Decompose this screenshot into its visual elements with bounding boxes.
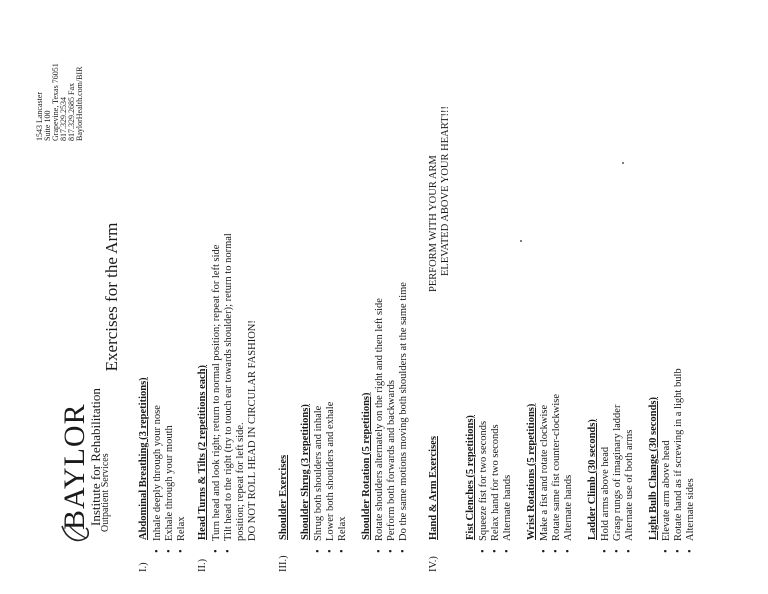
address-line: 1543 Lancaster: [35, 91, 44, 141]
exercise-step: • Alternate hands: [563, 475, 575, 541]
exercise-step: • Alternate hands: [502, 475, 514, 541]
exercise-step: • Do the same motions moving both shoulders at the same time: [398, 282, 410, 541]
section-heading: Abdominal Breathing (3 repetitions): [138, 377, 149, 540]
subsection-title: Shoulder Shrug (3 repetitions): [300, 404, 311, 540]
section-heading: Shoulder Exercises: [278, 454, 289, 540]
logo-wordmark: BAYLOR: [58, 403, 91, 530]
address-line: BaylorHealth.com/BIR: [75, 66, 84, 141]
subsection-title: Ladder Climb (30 seconds): [587, 419, 598, 540]
section-heading: Hand & Arm Exercises: [428, 436, 439, 540]
section-number: III.): [278, 555, 289, 572]
section-number: I.): [138, 562, 149, 572]
exercise-step: • Alternate sides: [685, 478, 697, 541]
scan-speck: [520, 240, 522, 242]
exercise-step: • Rotate same fist counter-clockwise: [551, 394, 563, 541]
address-line: Grapevine, Texas 76051: [51, 63, 60, 141]
exercise-step: • Rotate hand as if screwing in a light bulb: [673, 368, 685, 541]
exercise-step: • Relax: [337, 517, 349, 542]
elevation-warning-line-1: PERFORM WITH YOUR ARM: [428, 155, 439, 292]
page-title: Exercises for the Arm: [102, 222, 121, 372]
exercise-step: • Perform both forwards and backwards: [386, 380, 398, 541]
exercise-step: • Rotate shoulders alternately on the right and then left side: [374, 298, 386, 541]
section-number: II.): [197, 558, 208, 572]
exercise-step: • Squeeze fist for two seconds: [478, 421, 490, 541]
exercise-step: • Turn head and look right; return to normal position; repeat for left side: [211, 245, 223, 541]
logo-subtitle: Institute for Rehabilitation: [88, 388, 103, 526]
subsection-title: Wrist Rotations (5 repetitions): [526, 403, 537, 540]
section-number: IV.): [428, 556, 439, 572]
subsection-title: Fist Clenches (5 repetitions): [465, 415, 476, 540]
address-line: 817.329.2534: [59, 97, 68, 141]
exercise-step: • Hold arms above head: [600, 447, 612, 541]
exercise-step: • Exhale through your mouth: [164, 425, 176, 541]
caution-note: DO NOT ROLL HEAD IN CIRCULAR FASHION!: [247, 320, 258, 541]
exercise-step: • Inhale deeply through your nose: [152, 405, 164, 541]
subsection-title: Light Bulb Change (30 seconds): [648, 397, 659, 540]
exercise-step: • Shrug both shoulders and inhale: [313, 406, 325, 541]
exercise-step: • Relax hand for two seconds: [490, 424, 502, 541]
exercise-step: • Alternate use of both arms: [624, 430, 636, 541]
subsection-title: Shoulder Rotation (5 repetitions): [361, 392, 372, 540]
exercise-step: • Grasp rungs of imaginary ladder: [612, 405, 624, 541]
exercise-step: • Make a fist and rotate clockwise: [539, 405, 551, 541]
scan-speck: [622, 162, 624, 164]
exercise-step: position; repeat for left side.: [235, 422, 246, 541]
elevation-warning-line-2: ELEVATED ABOVE YOUR HEART!!!: [440, 106, 451, 276]
department-label: Outpatient Services: [100, 453, 111, 532]
section-heading: Head Turns & Tilts (2 repetitions each): [197, 364, 208, 540]
address-line: 817.329.2685 Fax: [67, 83, 76, 141]
exercise-step: • Tilt head to the right (try to touch ear towards shoulder); return to normal: [223, 233, 235, 541]
address-block: [36, 63, 84, 141]
address-line: Suite 100: [43, 110, 52, 141]
exercise-step: • Relax: [176, 517, 188, 542]
exercise-step: • Lower both shoulders and exhale: [325, 402, 337, 541]
exercise-step: • Elevate arm above head: [661, 440, 673, 541]
